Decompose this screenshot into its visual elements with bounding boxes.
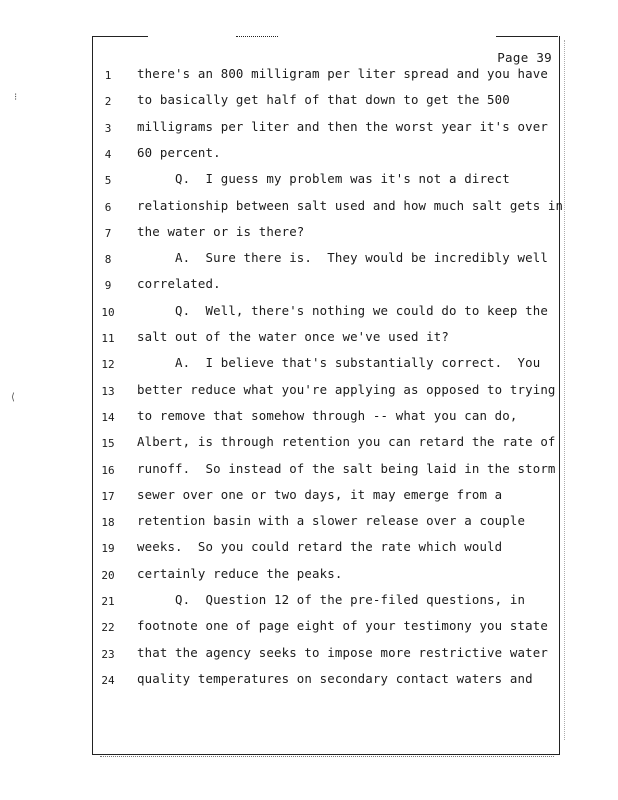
transcript-line xyxy=(0,382,618,402)
line-text: better reduce what you're applying as opposed to trying xyxy=(137,381,556,397)
line-text: to remove that somehow through -- what you can do, xyxy=(137,407,518,423)
line-number: 2 xyxy=(104,95,112,109)
line-text: Q. Well, there's nothing we could do to keep the xyxy=(137,302,548,318)
transcript-line xyxy=(0,539,618,559)
transcript-line xyxy=(0,513,618,533)
line-text: the water or is there? xyxy=(137,223,305,239)
transcript-line xyxy=(0,645,618,665)
line-number: 11 xyxy=(101,332,115,345)
line-text: relationship between salt used and how much salt gets in xyxy=(137,197,564,213)
line-text: quality temperatures on secondary contact waters and xyxy=(137,670,533,686)
line-number: 4 xyxy=(104,147,112,161)
line-text: milligrams per liter and then the worst year it's over xyxy=(137,118,548,134)
line-text: that the agency seeks to impose more restrictive water xyxy=(137,644,548,660)
line-number: 5 xyxy=(104,174,112,188)
transcript-line xyxy=(0,329,618,349)
line-number: 10 xyxy=(101,305,115,319)
line-text: correlated. xyxy=(137,276,221,292)
transcript-line xyxy=(0,66,618,86)
transcript-line xyxy=(0,145,618,165)
footer-rule xyxy=(100,756,554,757)
transcript-line xyxy=(0,434,618,454)
line-number: 21 xyxy=(101,595,115,608)
transcript-line xyxy=(0,355,618,375)
line-text: Albert, is through retention you can retard the rate of xyxy=(137,434,556,450)
line-number: 9 xyxy=(104,279,112,293)
line-number: 17 xyxy=(101,489,115,503)
line-number: 13 xyxy=(101,384,115,398)
line-text: to basically get half of that down to get the 500 xyxy=(137,92,510,108)
line-text: A. I believe that's substantially correct. You xyxy=(137,355,541,371)
line-text: Q. I guess my problem was it's not a direct xyxy=(137,171,510,187)
line-text: retention basin with a slower release over a couple xyxy=(137,513,526,529)
line-number: 24 xyxy=(101,673,115,687)
transcript-line xyxy=(0,408,618,428)
line-number: 3 xyxy=(104,121,112,135)
line-number: 15 xyxy=(101,437,115,451)
line-number: 12 xyxy=(101,358,115,372)
transcript-line xyxy=(0,224,618,244)
transcript-line xyxy=(0,276,618,296)
transcript-line xyxy=(0,303,618,323)
line-text: Q. Question 12 of the pre-filed questions, in xyxy=(137,592,526,607)
line-text: 60 percent. xyxy=(137,144,221,160)
line-text: weeks. So you could retard the rate which would xyxy=(137,539,503,555)
transcript-line xyxy=(0,119,618,139)
line-text: footnote one of page eight of your testimony you state xyxy=(137,618,548,634)
transcript-line xyxy=(0,92,618,112)
line-text: A. Sure there is. They would be incredibly well xyxy=(137,250,548,266)
left-margin-speck: ⁝ xyxy=(14,92,18,103)
transcript-line xyxy=(0,198,618,218)
line-text: there's an 800 milligram per liter spread and you have xyxy=(137,66,548,81)
line-text: runoff. So instead of the salt being laid in the storm xyxy=(137,460,556,476)
line-number: 18 xyxy=(101,516,115,530)
line-number: 14 xyxy=(101,410,115,424)
transcript-line xyxy=(0,618,618,638)
line-text: sewer over one or two days, it may emerge from a xyxy=(137,486,503,502)
transcript-line xyxy=(0,592,618,612)
line-number: 19 xyxy=(101,542,115,556)
line-number: 20 xyxy=(101,568,115,582)
transcript-line xyxy=(0,171,618,191)
transcript-line xyxy=(0,671,618,691)
line-number: 6 xyxy=(104,200,112,214)
line-number: 16 xyxy=(101,463,115,477)
line-number: 7 xyxy=(104,226,112,240)
transcript-line xyxy=(0,250,618,270)
line-number: 23 xyxy=(101,647,115,661)
line-text: certainly reduce the peaks. xyxy=(137,565,343,581)
left-margin-binding-mark: ⟨ xyxy=(10,392,17,403)
line-number: 22 xyxy=(101,621,115,635)
transcript-line xyxy=(0,487,618,507)
line-number: 1 xyxy=(104,69,112,82)
transcript-line xyxy=(0,566,618,586)
transcript-line xyxy=(0,461,618,481)
page-number: Page 39 xyxy=(497,50,552,65)
line-number: 8 xyxy=(104,253,112,267)
line-text: salt out of the water once we've used it? xyxy=(137,329,450,344)
